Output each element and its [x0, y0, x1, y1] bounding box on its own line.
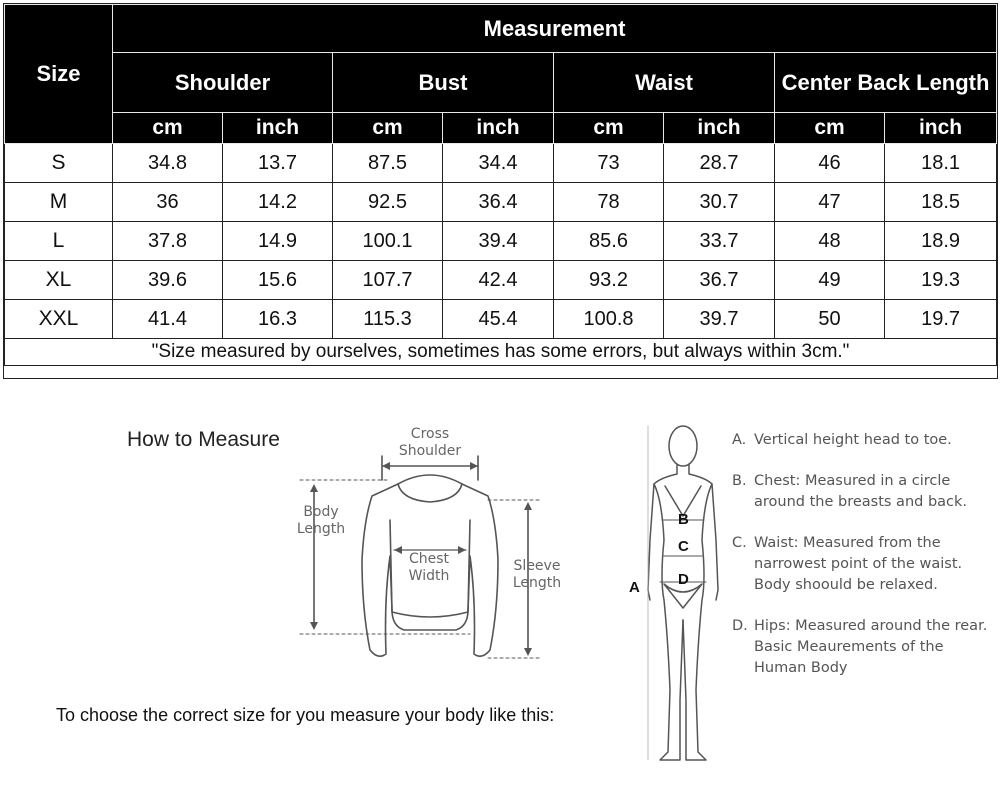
measurement-cell: 87.5 [333, 144, 443, 183]
measurement-cell: 107.7 [333, 261, 443, 300]
unit-inch-header: inch [223, 113, 333, 144]
measurement-cell: 100.8 [554, 300, 664, 339]
waist-header: Waist [554, 53, 775, 113]
choose-size-instruction: To choose the correct size for you measure your body like this: [56, 705, 555, 725]
note-hips [732, 616, 992, 679]
size-label-cell: XXL [5, 300, 113, 339]
unit-cm-header: cm [775, 113, 885, 144]
note-height [732, 430, 992, 451]
measurement-cell: 47 [775, 183, 885, 222]
cross-shoulder-label [390, 426, 470, 460]
measurement-cell: 19.7 [885, 300, 997, 339]
measurement-cell: 36.4 [443, 183, 554, 222]
cross-shoulder-label-line1: Cross [410, 426, 450, 442]
measurement-cell: 41.4 [113, 300, 223, 339]
measurement-cell: 14.9 [223, 222, 333, 261]
size-column-header: Size [5, 5, 113, 144]
body-marker-d: D [678, 571, 689, 588]
note-text: Vertical height head to toe. [754, 432, 952, 448]
human-body-sketch [648, 426, 718, 760]
chest-width-label-line1: Chest [408, 551, 450, 567]
center-back-length-header: Center Back Length [775, 53, 997, 113]
sleeve-length-label-line1: Sleeve [513, 558, 561, 574]
note-letter: B. [732, 473, 747, 489]
measurement-cell: 19.3 [885, 261, 997, 300]
measurement-notes [732, 430, 992, 699]
measurement-cell: 78 [554, 183, 664, 222]
measurement-cell: 33.7 [664, 222, 775, 261]
measurement-cell: 93.2 [554, 261, 664, 300]
body-marker-b: B [678, 511, 689, 528]
measurement-cell: 13.7 [223, 144, 333, 183]
unit-inch-header: inch [885, 113, 997, 144]
unit-cm-header: cm [113, 113, 223, 144]
note-letter: A. [732, 432, 747, 448]
note-text: Chest: Measured in a circle around the breasts and back. [754, 473, 968, 510]
measurement-cell: 34.4 [443, 144, 554, 183]
unit-cm-header: cm [554, 113, 664, 144]
sleeve-length-label-line2: Length [512, 575, 562, 591]
body-marker-a: A [629, 579, 640, 596]
measurement-cell: 92.5 [333, 183, 443, 222]
measurement-cell: 36 [113, 183, 223, 222]
note-letter: D. [732, 618, 748, 634]
how-to-measure-title: How to Measure [127, 428, 280, 451]
body-marker-c: C [678, 538, 689, 555]
cross-shoulder-label-line2: Shoulder [398, 443, 462, 459]
measurement-cell: 30.7 [664, 183, 775, 222]
body-length-label [288, 504, 354, 538]
size-label-cell: L [5, 222, 113, 261]
measurement-cell: 37.8 [113, 222, 223, 261]
measurement-header: Measurement [113, 5, 997, 53]
size-label-cell: S [5, 144, 113, 183]
measurement-cell: 16.3 [223, 300, 333, 339]
chest-width-label-line2: Width [408, 568, 450, 584]
measurement-cell: 28.7 [664, 144, 775, 183]
measurement-cell: 48 [775, 222, 885, 261]
unit-inch-header: inch [443, 113, 554, 144]
note-waist [732, 533, 992, 596]
body-length-label-line1: Body [303, 504, 339, 520]
size-note: "Size measured by ourselves, sometimes has some errors, but always within 3cm." [5, 339, 997, 366]
measurement-cell: 115.3 [333, 300, 443, 339]
measurement-cell: 39.6 [113, 261, 223, 300]
size-label-cell: XL [5, 261, 113, 300]
shoulder-header: Shoulder [113, 53, 333, 113]
measurement-cell: 34.8 [113, 144, 223, 183]
measurement-cell: 14.2 [223, 183, 333, 222]
measurement-cell: 36.7 [664, 261, 775, 300]
measurement-cell: 15.6 [223, 261, 333, 300]
unit-inch-header: inch [664, 113, 775, 144]
measurement-cell: 18.5 [885, 183, 997, 222]
measurement-cell: 39.7 [664, 300, 775, 339]
measurement-cell: 18.9 [885, 222, 997, 261]
unit-cm-header: cm [333, 113, 443, 144]
measurement-cell: 18.1 [885, 144, 997, 183]
size-label-cell: M [5, 183, 113, 222]
measurement-cell: 45.4 [443, 300, 554, 339]
measurement-cell: 49 [775, 261, 885, 300]
measurement-cell: 85.6 [554, 222, 664, 261]
note-text: Hips: Measured around the rear. Basic Meaurements of the Human Body [754, 618, 988, 676]
measurement-cell: 42.4 [443, 261, 554, 300]
note-letter: C. [732, 535, 747, 551]
measurement-cell: 39.4 [443, 222, 554, 261]
measurement-cell: 73 [554, 144, 664, 183]
measurement-cell: 50 [775, 300, 885, 339]
body-length-label-line2: Length [296, 521, 346, 537]
note-text: Waist: Measured from the narrowest point of the waist. Body shoould be relaxed. [754, 535, 963, 593]
sleeve-length-label [504, 558, 570, 592]
chest-width-label [396, 551, 462, 585]
bust-header: Bust [333, 53, 554, 113]
measurement-cell: 100.1 [333, 222, 443, 261]
note-chest [732, 471, 992, 513]
measurement-cell: 46 [775, 144, 885, 183]
